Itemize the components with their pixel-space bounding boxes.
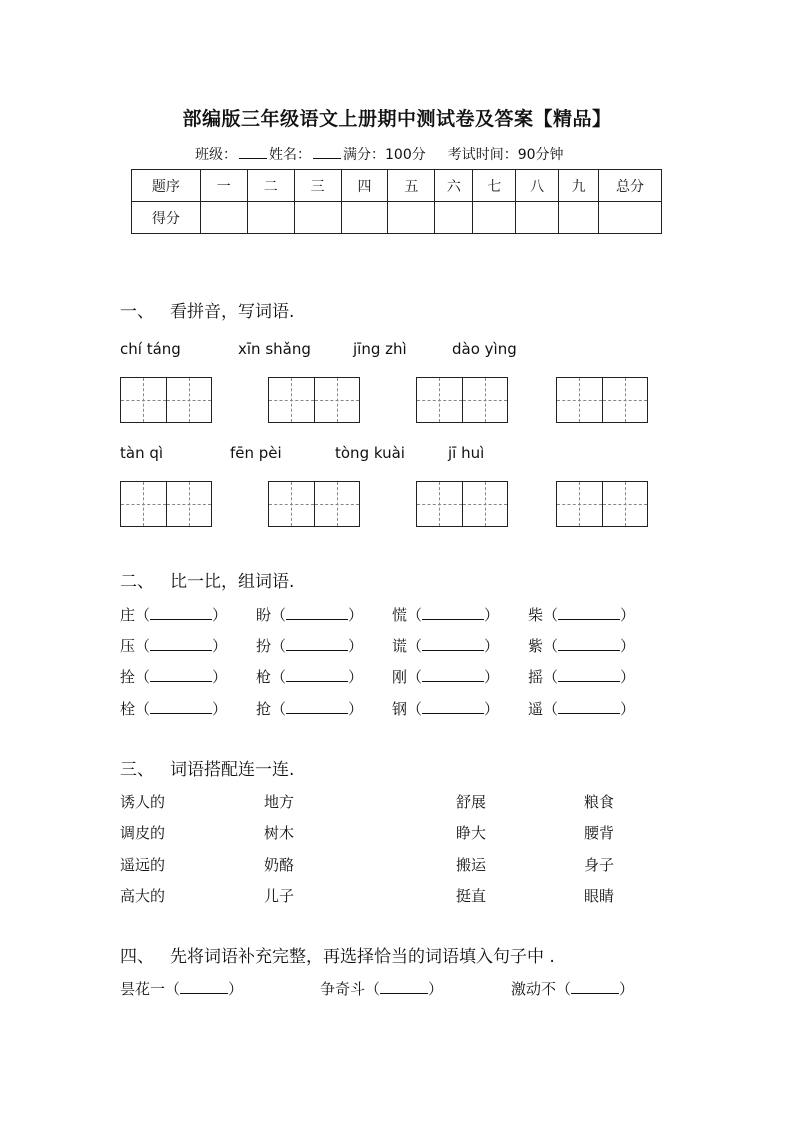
full-score: 满分：100分 bbox=[343, 147, 426, 163]
score-cell[interactable] bbox=[294, 202, 341, 234]
answer-blank[interactable] bbox=[571, 982, 619, 994]
q1-heading bbox=[120, 297, 294, 322]
score-row-label: 得分 bbox=[132, 202, 201, 234]
score-header-cell: 六 bbox=[435, 170, 473, 202]
answer-blank[interactable] bbox=[286, 670, 348, 682]
q2-number: 二、 bbox=[120, 572, 154, 592]
answer-blank[interactable] bbox=[422, 670, 484, 682]
pinyin-label: jīng zhì bbox=[353, 340, 407, 358]
answer-blank[interactable] bbox=[422, 608, 484, 620]
answer-blank[interactable] bbox=[150, 670, 212, 682]
writing-grid[interactable] bbox=[120, 481, 212, 527]
answer-blank[interactable] bbox=[422, 639, 484, 651]
score-cell[interactable] bbox=[599, 202, 662, 234]
score-cell[interactable] bbox=[516, 202, 559, 234]
compare-item: 紫（ ） bbox=[528, 637, 636, 655]
score-cell[interactable] bbox=[341, 202, 388, 234]
answer-blank[interactable] bbox=[558, 702, 620, 714]
score-header-cell: 八 bbox=[516, 170, 559, 202]
exam-time: 考试时间：90分钟 bbox=[447, 147, 564, 163]
pinyin-label: tàn qì bbox=[120, 444, 164, 462]
score-header-cell: 五 bbox=[388, 170, 435, 202]
q1-number: 一、 bbox=[120, 302, 154, 322]
score-table-header-row bbox=[132, 170, 662, 202]
class-label: 班级： bbox=[195, 147, 237, 163]
score-table bbox=[131, 169, 662, 234]
exam-info bbox=[195, 144, 564, 164]
answer-blank[interactable] bbox=[286, 702, 348, 714]
fill-item: 激动不（ ） bbox=[511, 980, 635, 998]
fill-item: 昙花一（ ） bbox=[120, 980, 244, 998]
q2-title: 比一比，组词语. bbox=[170, 572, 295, 592]
score-table-score-row bbox=[132, 202, 662, 234]
score-header-cell: 九 bbox=[559, 170, 599, 202]
answer-blank[interactable] bbox=[150, 702, 212, 714]
answer-blank[interactable] bbox=[180, 982, 228, 994]
writing-grid[interactable] bbox=[268, 481, 360, 527]
compare-item: 遥（ ） bbox=[528, 700, 636, 718]
answer-blank[interactable] bbox=[422, 702, 484, 714]
pinyin-label: chí táng bbox=[120, 340, 181, 358]
answer-blank[interactable] bbox=[286, 639, 348, 651]
compare-item: 栓（ ） bbox=[120, 700, 228, 718]
score-header-cell: 一 bbox=[200, 170, 247, 202]
q1-title: 看拼音，写词语. bbox=[170, 302, 295, 322]
pinyin-label: jī huì bbox=[448, 444, 485, 462]
writing-grid[interactable] bbox=[120, 377, 212, 423]
writing-grid[interactable] bbox=[556, 377, 648, 423]
match-word[interactable]: 腰背 bbox=[584, 824, 615, 842]
compare-item: 谎（ ） bbox=[392, 637, 500, 655]
score-cell[interactable] bbox=[247, 202, 294, 234]
writing-grid[interactable] bbox=[556, 481, 648, 527]
compare-item: 刚（ ） bbox=[392, 668, 500, 686]
q4-title: 先将词语补充完整，再选择恰当的词语填入句子中 . bbox=[170, 947, 555, 967]
score-header-cell: 四 bbox=[341, 170, 388, 202]
compare-item: 拴（ ） bbox=[120, 668, 228, 686]
match-word[interactable]: 奶酪 bbox=[264, 856, 295, 874]
q3-title: 词语搭配连一连. bbox=[170, 760, 295, 780]
writing-grid[interactable] bbox=[268, 377, 360, 423]
compare-item: 抢（ ） bbox=[256, 700, 364, 718]
fill-item: 争奇斗（ ） bbox=[320, 980, 444, 998]
compare-item: 压（ ） bbox=[120, 637, 228, 655]
compare-item: 扮（ ） bbox=[256, 637, 364, 655]
pinyin-label: tòng kuài bbox=[335, 444, 405, 462]
match-word[interactable]: 地方 bbox=[264, 793, 295, 811]
pinyin-label: dào yìng bbox=[452, 340, 517, 358]
pinyin-label: xīn shǎng bbox=[238, 340, 311, 358]
score-header-cell: 三 bbox=[294, 170, 341, 202]
pinyin-label: fēn pèi bbox=[230, 444, 282, 462]
page-title: 部编版三年级语文上册期中测试卷及答案【精品】 bbox=[182, 108, 612, 130]
answer-blank[interactable] bbox=[150, 608, 212, 620]
q2-heading bbox=[120, 567, 294, 592]
match-word[interactable]: 儿子 bbox=[264, 887, 295, 905]
score-cell[interactable] bbox=[473, 202, 516, 234]
compare-item: 庄（ ） bbox=[120, 606, 228, 624]
answer-blank[interactable] bbox=[558, 608, 620, 620]
match-word[interactable]: 遥远的 bbox=[120, 856, 166, 874]
writing-grid[interactable] bbox=[416, 377, 508, 423]
score-header-cell: 题序 bbox=[132, 170, 201, 202]
name-label: 姓名： bbox=[269, 147, 311, 163]
match-word[interactable]: 睁大 bbox=[456, 824, 487, 842]
answer-blank[interactable] bbox=[286, 608, 348, 620]
writing-grid[interactable] bbox=[416, 481, 508, 527]
match-word[interactable]: 调皮的 bbox=[120, 824, 166, 842]
q3-number: 三、 bbox=[120, 760, 154, 780]
score-header-cell: 七 bbox=[473, 170, 516, 202]
compare-item: 摇（ ） bbox=[528, 668, 636, 686]
name-blank[interactable] bbox=[313, 147, 341, 159]
q4-heading bbox=[120, 942, 555, 967]
score-header-cell: 二 bbox=[247, 170, 294, 202]
class-blank[interactable] bbox=[239, 147, 267, 159]
score-cell[interactable] bbox=[559, 202, 599, 234]
score-cell[interactable] bbox=[200, 202, 247, 234]
compare-item: 慌（ ） bbox=[392, 606, 500, 624]
score-cell[interactable] bbox=[388, 202, 435, 234]
score-header-cell: 总分 bbox=[599, 170, 662, 202]
match-word[interactable]: 树木 bbox=[264, 824, 295, 842]
score-cell[interactable] bbox=[435, 202, 473, 234]
compare-item: 钢（ ） bbox=[392, 700, 500, 718]
compare-item: 盼（ ） bbox=[256, 606, 364, 624]
answer-blank[interactable] bbox=[558, 639, 620, 651]
answer-blank[interactable] bbox=[558, 670, 620, 682]
match-word[interactable]: 挺直 bbox=[456, 887, 487, 905]
answer-blank[interactable] bbox=[380, 982, 428, 994]
match-word[interactable]: 高大的 bbox=[120, 887, 166, 905]
q4-number: 四、 bbox=[120, 947, 154, 967]
match-word[interactable]: 身子 bbox=[584, 856, 615, 874]
compare-item: 柴（ ） bbox=[528, 606, 636, 624]
match-word[interactable]: 舒展 bbox=[456, 793, 487, 811]
match-word[interactable]: 眼睛 bbox=[584, 887, 615, 905]
answer-blank[interactable] bbox=[150, 639, 212, 651]
compare-item: 枪（ ） bbox=[256, 668, 364, 686]
q3-heading bbox=[120, 755, 294, 780]
match-word[interactable]: 诱人的 bbox=[120, 793, 166, 811]
match-word[interactable]: 粮食 bbox=[584, 793, 615, 811]
match-word[interactable]: 搬运 bbox=[456, 856, 487, 874]
